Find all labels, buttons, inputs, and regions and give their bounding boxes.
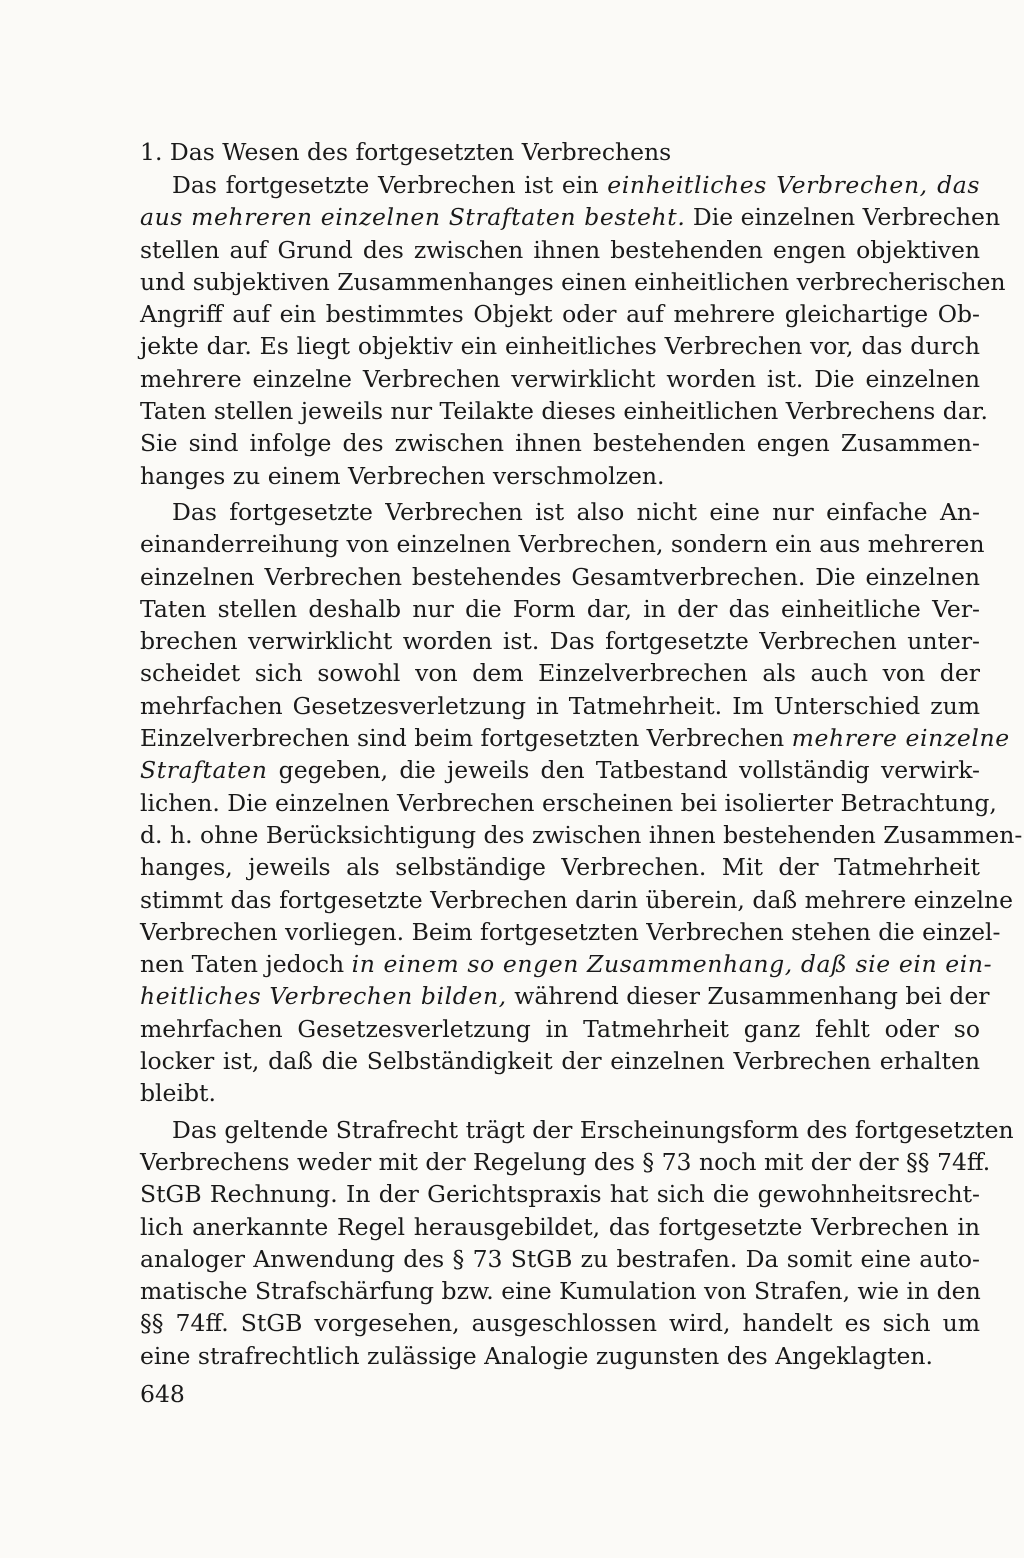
text-line	[140, 787, 997, 819]
text-segment: einzelnen Verbrechen bestehendes Gesamtverbrechen. Die einzelnen	[140, 562, 980, 591]
text-segment: hanges zu einem Verbrechen verschmolzen.	[140, 461, 665, 490]
text-line	[140, 169, 980, 201]
text-segment: scheidet sich sowohl von dem Einzelverbrechen als auch von der	[140, 659, 980, 688]
text-segment: mehrere einzelne Verbrechen verwirklicht worden ist. Die einzelnen	[140, 364, 980, 393]
section-heading: 1. Das Wesen des fortgesetzten Verbrechens	[140, 138, 672, 166]
text-line	[140, 1211, 980, 1243]
text-segment: mehrfachen Gesetzesverletzung in Tatmehrheit. Im Unterschied zum	[140, 691, 980, 720]
text-line	[140, 625, 980, 657]
text-line	[140, 298, 980, 330]
text-segment: aus mehreren einzelnen Straftaten besteht.	[140, 203, 686, 232]
text-line	[140, 363, 980, 395]
text-line	[140, 460, 980, 492]
paragraph	[140, 1114, 1014, 1372]
text-segment: Sie sind infolge des zwischen ihnen bestehenden engen Zusammen-	[140, 429, 980, 458]
text-line	[140, 427, 980, 459]
text-segment: während dieser Zusammenhang bei der	[506, 982, 990, 1011]
text-segment: lichen. Die einzelnen Verbrechen erscheinen bei isolierter Betrachtung,	[140, 788, 997, 817]
text-line	[140, 1077, 980, 1109]
text-line	[140, 330, 980, 362]
text-segment: bleibt.	[140, 1079, 216, 1108]
text-line	[140, 1275, 980, 1307]
text-segment: Das geltende Strafrecht trägt der Erscheinungsform des fortgesetzten	[172, 1115, 1014, 1144]
text-line	[140, 657, 980, 689]
text-line	[140, 980, 990, 1012]
text-line	[140, 916, 1001, 948]
text-line	[140, 234, 980, 266]
text-line	[140, 1340, 980, 1372]
text-segment: in einem so engen Zusammenhang, daß sie ein ein-	[351, 950, 993, 979]
text-line	[140, 266, 1006, 298]
text-segment: Taten stellen jeweils nur Teilakte dieses einheitlichen Verbrechens dar.	[140, 397, 988, 426]
text-segment: Das fortgesetzte Verbrechen ist ein	[172, 171, 608, 199]
text-segment: Die einzelnen Verbrechen	[685, 203, 1001, 232]
main-text	[140, 135, 1023, 1372]
text-segment: Taten stellen deshalb nur die Form dar, in der das einheitliche Ver-	[140, 594, 980, 623]
text-segment: nen Taten jedoch	[140, 950, 352, 979]
text-segment: hanges, jeweils als selbständige Verbrechen. Mit der Tatmehrheit	[140, 853, 980, 882]
text-line	[140, 754, 980, 786]
page-number: 648	[140, 1380, 185, 1408]
text-segment: heitliches Verbrechen bilden,	[140, 982, 507, 1011]
text-segment: Straftaten	[140, 756, 268, 785]
text-segment: gegeben, die jeweils den Tatbestand vollständig verwirk-	[267, 756, 980, 785]
text-segment: Einzelverbrechen sind beim fortgesetzten Verbrechen	[140, 724, 792, 753]
text-line	[140, 1013, 980, 1045]
text-segment: und subjektiven Zusammenhanges einen einheitlichen verbrecherischen	[140, 267, 1006, 296]
text-line	[140, 593, 980, 625]
text-line	[140, 201, 1001, 233]
text-segment: eine strafrechtlich zulässige Analogie zugunsten des Angeklagten.	[140, 1341, 934, 1370]
text-line	[140, 1045, 980, 1077]
text-segment: locker ist, daß die Selbständigkeit der einzelnen Verbrechen erhalten	[140, 1047, 980, 1076]
text-segment: Angriff auf ein bestimmtes Objekt oder auf mehrere gleichartige Ob-	[140, 300, 980, 329]
text-segment: brechen verwirklicht worden ist. Das fortgesetzte Verbrechen unter-	[140, 627, 980, 656]
text-segment: analoger Anwendung des § 73 StGB zu bestrafen. Da somit eine auto-	[140, 1244, 980, 1273]
text-line	[140, 1114, 1014, 1146]
text-segment: Das fortgesetzte Verbrechen ist also nicht eine nur einfache An-	[172, 497, 980, 526]
text-segment: mehrfachen Gesetzesverletzung in Tatmehrheit ganz fehlt oder so	[140, 1014, 980, 1043]
text-segment: mehrere einzelne	[791, 724, 1010, 753]
paragraph	[140, 169, 1006, 492]
text-line	[140, 851, 980, 883]
text-segment: stellen auf Grund des zwischen ihnen bestehenden engen objektiven	[140, 235, 980, 264]
body-paragraphs	[140, 169, 1023, 1372]
text-line	[140, 1307, 980, 1339]
paragraph	[140, 496, 1023, 1110]
text-segment: d. h. ohne Berücksichtigung des zwischen ihnen bestehenden Zusammen-	[140, 820, 1023, 849]
text-line	[140, 1146, 991, 1178]
text-line	[140, 819, 1023, 851]
text-segment: einheitliches Verbrechen, das	[607, 171, 980, 199]
text-line	[140, 528, 985, 560]
text-segment: stimmt das fortgesetzte Verbrechen darin überein, daß mehrere einzelne	[140, 885, 1014, 914]
text-line	[140, 948, 993, 980]
text-line	[140, 395, 988, 427]
text-segment: jekte dar. Es liegt objektiv ein einheitliches Verbrechen vor, das durch	[140, 332, 980, 361]
text-line	[140, 722, 1010, 754]
text-segment: Verbrechen vorliegen. Beim fortgesetzten Verbrechen stehen die einzel-	[140, 917, 1001, 946]
text-segment: Verbrechens weder mit der Regelung des § 73 noch mit der der §§ 74ff.	[140, 1147, 991, 1176]
text-segment: einanderreihung von einzelnen Verbrechen, sondern ein aus mehreren	[140, 530, 985, 559]
text-segment: matische Strafschärfung bzw. eine Kumulation von Strafen, wie in den	[140, 1277, 981, 1306]
text-line	[140, 1243, 980, 1275]
text-line	[140, 690, 980, 722]
text-line	[140, 561, 980, 593]
text-line	[140, 1178, 980, 1210]
text-segment: lich anerkannte Regel herausgebildet, das fortgesetzte Verbrechen in	[140, 1212, 980, 1241]
text-segment: §§ 74ff. StGB vorgesehen, ausgeschlossen wird, handelt es sich um	[140, 1309, 980, 1338]
text-segment: StGB Rechnung. In der Gerichtspraxis hat sich die gewohnheitsrecht-	[140, 1180, 980, 1209]
text-line	[140, 884, 1014, 916]
text-line	[140, 496, 980, 528]
